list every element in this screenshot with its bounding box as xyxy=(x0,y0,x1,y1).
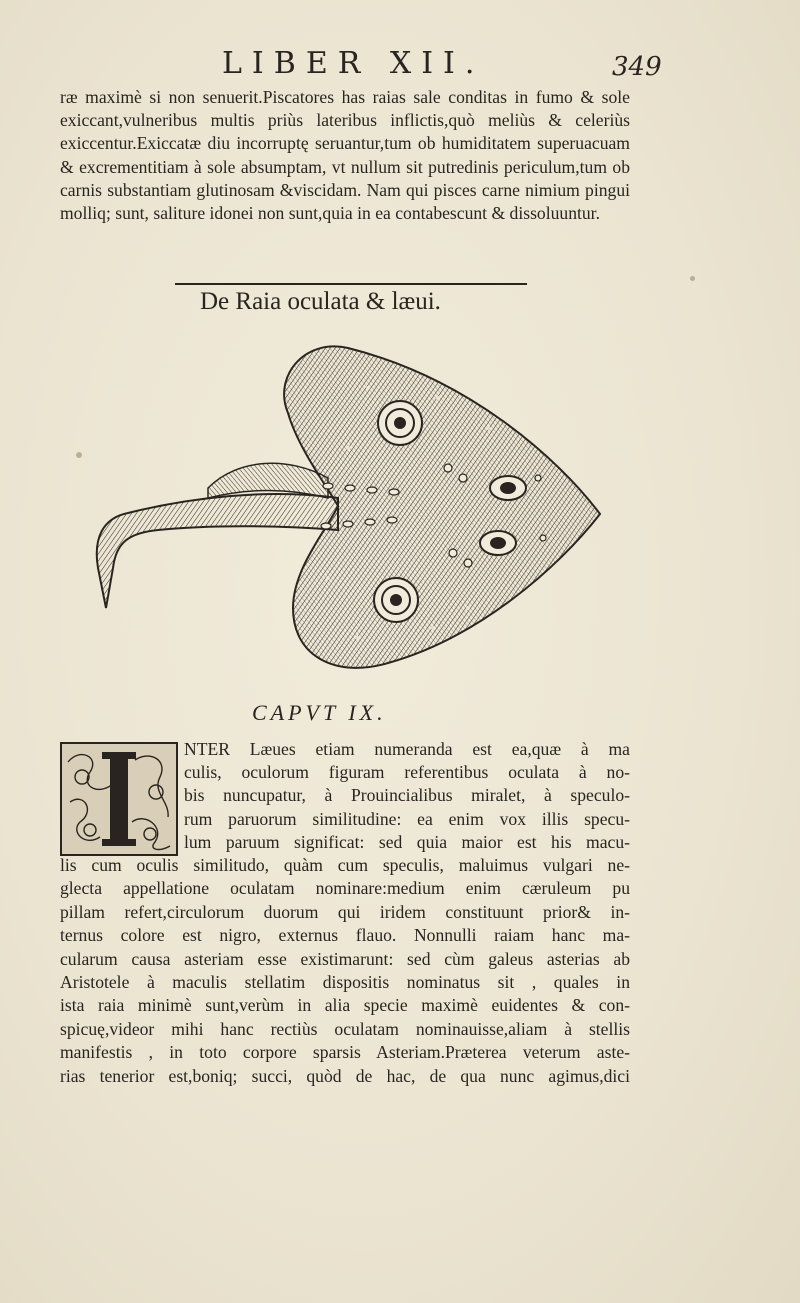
ocellus-lower xyxy=(374,578,418,622)
text-line: lum paruum significat: sed quia maior est his macu- xyxy=(184,831,630,852)
text-line: rum paruorum similitudine: ea enim vox illis specu- xyxy=(184,808,630,829)
ocellus-upper xyxy=(378,401,422,445)
text-line: spicuę,videor mihi hanc rectiùs oculatam nominauisse,aliam à stellis xyxy=(60,1018,630,1039)
chapter-opening-lines xyxy=(184,738,630,854)
text-line: cularum causa asteriam esse existimarunt: sed cùm galeus asterias ab xyxy=(60,948,630,969)
chapter-label: CAPVT IX. xyxy=(252,700,387,725)
text-line: pillam refert,circulorum duorum qui iridem constituunt prior& in- xyxy=(60,901,630,922)
ink-spot xyxy=(690,276,695,281)
text-line: manifestis , in toto corpore sparsis Asteriam.Præterea veterum aste- xyxy=(60,1042,630,1063)
text-line: lis cum oculis similitudo, quàm cum speculis, maluimus vulgari ne- xyxy=(60,855,630,875)
text-line: NTER Læues etiam numeranda est ea,quæ à ma xyxy=(184,739,630,759)
section-rule xyxy=(175,283,527,285)
text-line: ternus colore est nigro, externus flauo. Nonnulli raiam hanc ma- xyxy=(60,925,630,946)
ink-spot xyxy=(76,452,82,458)
text-line: glecta appellatione oculatam nominare:medium enim cæruleum pu xyxy=(60,878,630,899)
ray-woodcut-illustration xyxy=(88,338,604,680)
page-header xyxy=(0,46,800,86)
text-line: culis, oculorum figuram referentibus oculata à no- xyxy=(184,762,630,783)
chapter-body-text xyxy=(60,854,630,1088)
page-number: 349 xyxy=(612,52,662,82)
section-heading: De Raia oculata & læui. xyxy=(200,288,441,315)
ornamental-initial-i xyxy=(60,742,178,856)
text-line: bis nuncupatur, à Prouincialibus miralet, à speculo- xyxy=(184,785,630,806)
text-line: rias tenerior est,boniq; succi, quòd de hac, de qua nunc agimus,dici xyxy=(60,1065,630,1086)
running-head: LIBER XII. xyxy=(222,46,485,81)
text-line: ista raia minimè sunt,verùm in alia specie maximè euidentes & con- xyxy=(60,995,630,1016)
text-line: Aristotele à maculis stellatim dispositis nominatus sit , quales in xyxy=(60,972,630,993)
top-paragraph: ræ maximè si non senuerit.Piscatores has raias sale conditas in fumo & sole exiccant,vulneribus multis priùs lateribus inflictis,quò meliùs & celeriùs exiccentur.Exiccatæ diu incorruptę seruantur,tum ob humiditatem superuacuam & excrementitiam à sole absumptam, vt nullum sit putredinis periculum,tum ob carnis substantiam glutinosam &viscidam. Nam qui pisces carne nimium pingui molliq; sunt, saliture idonei non sunt,quia in ea contabescunt & dissoluuntur. xyxy=(60,87,630,224)
